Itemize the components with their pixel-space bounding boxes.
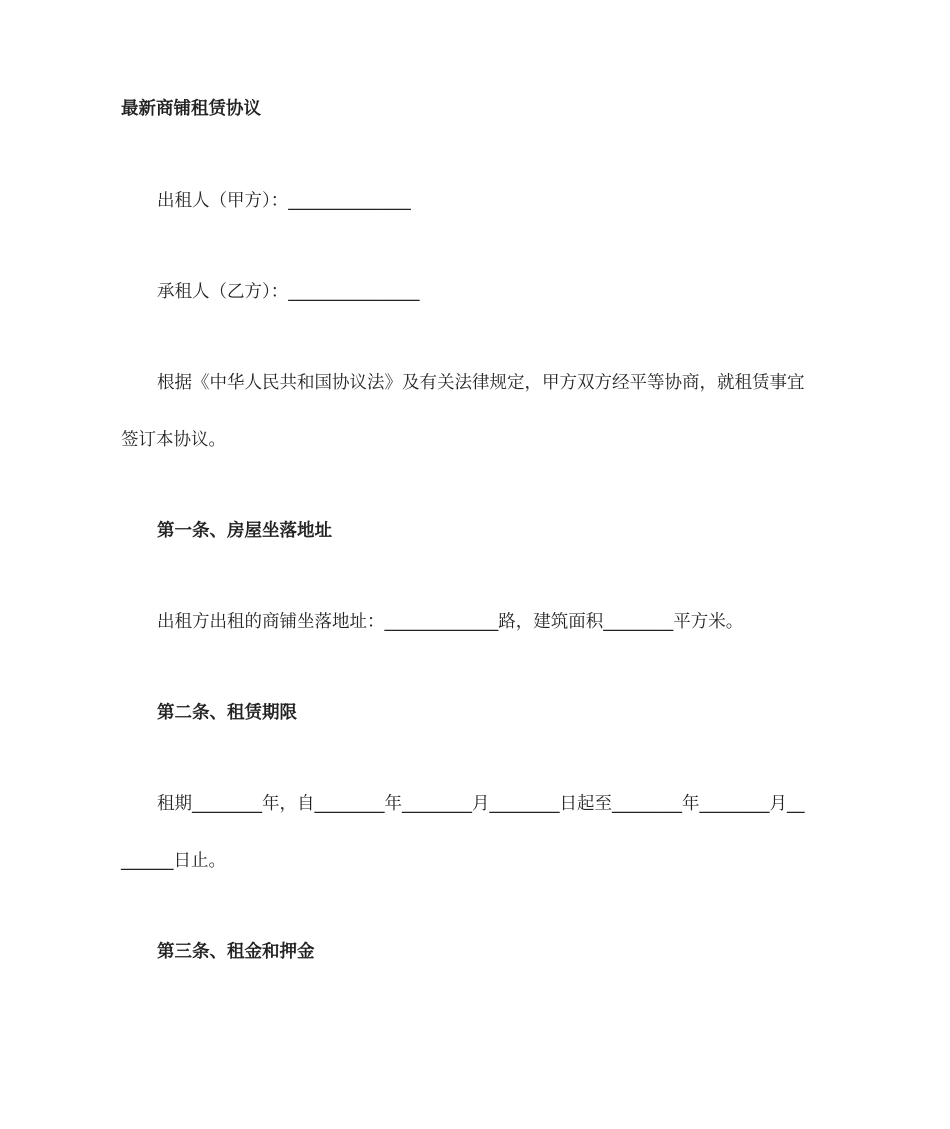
article3-heading: 第三条、租金和押金 [157, 942, 315, 962]
lessor-line: 出租人（甲方）：______________ [157, 191, 411, 211]
lessee-line: 承租人（乙方）：_______________ [157, 282, 420, 302]
article1-text: 出租方出租的商铺坐落地址：_____________路，建筑面积________平方米。 [157, 612, 744, 632]
article2-text-line1: 租期________年，自________年________月________日起至________年________月__ [157, 794, 805, 814]
intro-paragraph-line1: 根据《中华人民共和国协议法》及有关法律规定，甲方双方经平等协商，就租赁事宜 [157, 373, 805, 393]
intro-paragraph-line2: 签订本协议。 [121, 430, 226, 450]
article2-heading: 第二条、租赁期限 [157, 703, 297, 723]
document-title: 最新商铺租赁协议 [121, 99, 261, 119]
article2-text-line2: ______日止。 [121, 851, 226, 871]
article1-heading: 第一条、房屋坐落地址 [157, 521, 332, 541]
